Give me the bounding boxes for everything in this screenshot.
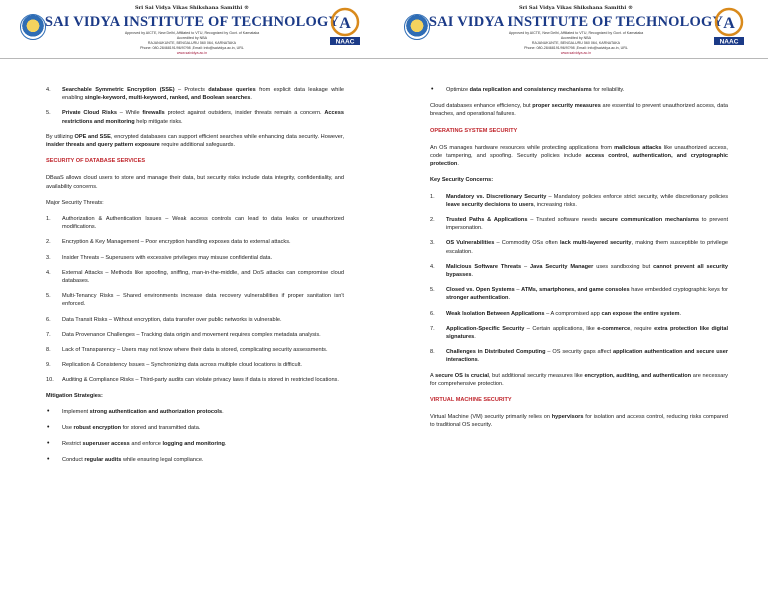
text-span: are necessary for comprehensive protection. <box>430 372 728 387</box>
text-span: for reliability. <box>591 87 625 93</box>
list-item <box>46 456 344 464</box>
encryption-summary <box>46 133 344 149</box>
db-security-conclusion <box>430 102 728 118</box>
list-item <box>430 193 728 209</box>
contact-line: Phone: 080-28468191/96/97/98 ,Email: info@saividya.ac.in, URL <box>140 46 244 50</box>
text-span: protect against outsiders, insider threats remain a concern. <box>164 110 325 117</box>
right-content <box>430 86 728 438</box>
list-item <box>46 215 344 231</box>
list-number: 2. <box>46 239 51 246</box>
text-span: – Protects <box>174 87 209 93</box>
list-item <box>46 292 344 308</box>
list-item <box>46 331 344 339</box>
list-item <box>46 109 344 125</box>
accreditation-line: Accredited by NBA <box>560 36 592 40</box>
bold-text: OPE and SSE <box>74 133 111 140</box>
list-item-text <box>446 311 681 317</box>
bold-text: Challenges in Distributed Computing <box>446 349 546 356</box>
bold-text: extra protection like digital signatures <box>446 325 729 341</box>
bold-text: e-commerce <box>597 325 631 332</box>
text-span: for stored and transmitted data. <box>121 425 201 432</box>
text-span: require additional safeguards. <box>159 142 236 149</box>
bold-text: Closed vs. Open Systems <box>446 287 515 294</box>
naac-label: NAAC <box>719 38 739 46</box>
text-span: , increasing risks. <box>533 201 577 208</box>
list-number: 3. <box>46 254 51 261</box>
bold-text: stronger authentication <box>446 295 509 302</box>
list-number: 7. <box>46 331 51 338</box>
list-item <box>46 361 344 369</box>
dbaas-intro: DBaaS allows cloud users to store and manage their data, but security risks include data integrity, confidentiality, and availability concerns. <box>46 175 344 190</box>
letterhead <box>384 4 768 84</box>
bold-text: Application-Specific Security <box>446 325 525 332</box>
text-span: uses sandboxing but <box>593 263 654 270</box>
text-span: Restrict <box>62 441 83 448</box>
list-item <box>430 286 728 302</box>
list-number: 9. <box>46 362 51 369</box>
list-item-text <box>446 349 728 363</box>
bold-text: database queries <box>208 87 256 93</box>
list-item-text: Data Transit Risks – Without encryption, data transfer over public networks is vulnerable. <box>62 316 282 323</box>
text-span: Optimize <box>446 87 470 93</box>
text-span: – While <box>116 110 143 117</box>
list-number: 3. <box>430 240 435 247</box>
svg-text:A: A <box>723 15 735 32</box>
naac-logo-icon <box>328 7 362 47</box>
list-item <box>430 263 728 279</box>
text-span: are essential to prevent unauthorized access, data breaches, and operational failures. <box>430 103 728 118</box>
approval-line: Approved by AICTE, New Delhi, Affiliated to VTU, Recognized by Govt. of Karnataka <box>124 31 260 35</box>
bold-text: Private Cloud Risks <box>62 110 117 117</box>
text-span: while ensuring legal compliance. <box>121 457 204 464</box>
bold-text: malicious attacks <box>614 144 662 151</box>
text-span: . <box>224 441 227 448</box>
trust-name: Sri Sai Vidya Vikas Shikshana Samithi ® <box>135 5 249 11</box>
text-span: Virtual Machine (VM) security primarily relies on <box>430 414 552 421</box>
text-span: , encrypted databases can support efficient searches while enhancing data security. However, <box>110 133 344 140</box>
text-span: – Commodity OSs often <box>494 240 560 247</box>
list-item-text: Auditing & Compliance Risks – Third-party audits can violate privacy laws if data is stored in restricted locations. <box>62 377 339 384</box>
list-item-text <box>446 217 728 231</box>
text-span: , but additional security measures like <box>488 372 585 379</box>
text-span: Conduct <box>62 457 85 464</box>
bold-text: Java Security Manager <box>530 263 594 270</box>
text-span: – Mandatory policies enforce strict security, while discretionary policies <box>546 193 728 200</box>
list-number: 4. <box>46 87 51 93</box>
list-number: 5. <box>46 293 51 300</box>
text-span: Cloud databases enhance efficiency, but <box>430 103 533 110</box>
bold-text: logging and monitoring <box>162 441 225 448</box>
text-span: – Certain applications, like <box>524 325 598 332</box>
os-intro <box>430 144 728 169</box>
list-item <box>46 269 344 285</box>
text-span: , require <box>630 325 655 332</box>
bold-text: Malicious Software Threats <box>446 263 522 270</box>
text-span: An OS manages hardware resources while protecting applications from <box>430 144 615 151</box>
mitigation-title: Mitigation Strategies: <box>46 392 103 399</box>
bold-text: Searchable Symmetric Encryption (SSE) <box>62 87 175 93</box>
list-item-text: Encryption & Key Management – Poor encryption handling exposes data to external attacks. <box>62 239 291 246</box>
address-line: RAJANUKUNTE, BENGALURU 560 064, KARNATAKA <box>531 41 621 45</box>
bold-text: robust encryption <box>73 425 122 432</box>
naac-logo-icon <box>712 7 746 47</box>
vm-intro <box>430 413 728 429</box>
header-divider <box>384 58 768 59</box>
bold-text: encryption, auditing, and authentication <box>584 372 692 379</box>
bold-text: data replication and consistency mechanisms <box>469 87 592 93</box>
section-heading-os-security: OPERATING SYSTEM SECURITY <box>430 127 518 134</box>
bold-text: secure OS is crucial <box>435 372 489 379</box>
text-span: . <box>250 95 252 102</box>
list-item-text <box>62 110 344 124</box>
list-item-text <box>446 287 728 301</box>
svg-text:A: A <box>339 15 351 32</box>
bold-text: Weak Isolation Between Applications <box>446 310 545 317</box>
left-content <box>46 86 344 473</box>
letterhead <box>0 4 384 84</box>
list-number: 8. <box>46 347 51 354</box>
text-span: . <box>679 310 682 317</box>
threats-title: Major Security Threats: <box>46 199 104 206</box>
text-span: A <box>430 372 436 379</box>
text-span: like unauthorized access, code tampering, and spoofing. Security policies include <box>430 144 728 160</box>
list-item <box>46 316 344 324</box>
list-item-text: Insider Threats – Superusers with excessive privileges may misuse confidential data. <box>62 254 273 261</box>
list-item-text: Lack of Transparency – Users may not know where their data is stored, complicating security assessments. <box>62 347 328 354</box>
text-span: . <box>222 408 224 415</box>
website-line: www.saividya.ac.in <box>560 51 592 55</box>
list-number: 5. <box>430 287 435 294</box>
list-item-text: External Attacks – Methods like spoofing, sniffing, man-in-the-middle, and DoS attacks can compromise cloud databases. <box>62 269 344 285</box>
list-item-text <box>446 194 728 208</box>
list-item <box>430 239 728 255</box>
list-item <box>430 348 728 364</box>
section-heading-database-security: SECURITY OF DATABASE SERVICES <box>46 158 146 165</box>
text-span: Implement <box>62 408 90 415</box>
list-number: 1. <box>430 193 435 200</box>
list-item <box>46 254 344 262</box>
text-span: – OS security gaps affect <box>545 349 613 356</box>
text-span: . <box>508 295 511 302</box>
approval-line: Approved by AICTE, New Delhi, Affiliated to VTU, Recognized by Govt. of Karnataka <box>508 31 644 35</box>
bold-text: regular audits <box>84 457 122 464</box>
text-span: – <box>521 263 531 270</box>
bold-text: application authentication and secure user interactions <box>446 349 729 364</box>
bold-text: firewalls <box>142 110 165 117</box>
text-span: help mitigate risks. <box>134 118 183 125</box>
list-item <box>46 440 344 448</box>
list-item <box>46 238 344 246</box>
contact-line: Phone: 080-28468191/96/97/98 ,Email: info@saividya.ac.in, URL <box>524 46 628 50</box>
bold-text: Mandatory vs. Discretionary Security <box>446 193 547 200</box>
address-line: RAJANUKUNTE, BENGALURU 560 064, KARNATAKA <box>147 41 237 45</box>
bold-text: leave security decisions to users <box>446 201 534 208</box>
os-conclusion <box>430 372 728 388</box>
list-item <box>46 424 344 432</box>
text-span: . <box>471 272 474 279</box>
text-span: and enforce <box>129 441 163 448</box>
concerns-title: Key Security Concerns: <box>430 177 494 184</box>
list-number: 7. <box>430 325 435 332</box>
list-item-text: Authorization & Authentication Issues – Weak access controls can lead to data leaks or unauthorized modifications. <box>62 216 344 231</box>
list-item <box>430 86 728 94</box>
bold-text: strong authentication and authorization protocols <box>89 408 223 415</box>
text-span: to prevent impersonation. <box>446 217 728 232</box>
bold-text: Access restrictions and monitoring <box>62 110 344 125</box>
institute-name: SAI VIDYA INSTITUTE OF TECHNOLOGY <box>44 14 340 30</box>
list-item-text: Data Provenance Challenges – Tracking data origin and movement requires complex metadata analysis. <box>62 331 321 338</box>
bold-text: superuser access <box>82 441 130 448</box>
list-item <box>46 346 344 354</box>
list-number: 2. <box>430 217 435 224</box>
bold-text: insider threats and query pattern exposure <box>46 142 160 149</box>
list-item-text <box>446 264 728 278</box>
bold-text: cannot prevent all security bypasses <box>446 263 728 279</box>
text-span: . <box>457 161 459 168</box>
text-span: Use <box>62 425 74 432</box>
naac-label: NAAC <box>335 38 355 46</box>
bold-text: ATMs, smartphones, and game consoles <box>521 287 630 294</box>
text-span: for isolation and access control, reducing risks compared to traditional OS security. <box>430 414 728 429</box>
list-number: 8. <box>430 349 435 356</box>
text-span: , making them susceptible to privilege escalation. <box>446 240 728 255</box>
list-item <box>46 408 344 416</box>
bold-text: Trusted Paths & Applications <box>446 217 528 224</box>
list-item <box>430 325 728 341</box>
list-number: 10. <box>46 377 54 384</box>
institute-name: SAI VIDYA INSTITUTE OF TECHNOLOGY <box>428 14 724 30</box>
list-item <box>46 376 344 384</box>
list-item-text <box>62 87 344 101</box>
bold-text: lack multi-layered security <box>559 240 632 247</box>
website-line: www.saividya.ac.in <box>176 51 208 55</box>
list-number: 1. <box>46 216 51 223</box>
list-number: 4. <box>46 269 51 276</box>
text-span: – <box>514 287 522 294</box>
text-span: . <box>474 334 476 341</box>
bold-text: secure communication mechanisms <box>599 217 699 224</box>
bold-text: single-keyword, multi-keyword, ranked, and Boolean searches <box>84 95 251 102</box>
list-item-text: Replication & Consistency Issues – Synchronizing data across multiple cloud locations is difficult. <box>62 362 302 369</box>
list-number: 4. <box>430 263 435 270</box>
text-span: have embedded cryptographic keys for <box>629 287 728 294</box>
document-page-right <box>384 0 768 594</box>
list-item-text <box>446 240 728 254</box>
bold-text: hypervisors <box>551 414 584 421</box>
trust-name: Sri Sai Vidya Vikas Shikshana Samithi ® <box>519 5 633 11</box>
list-number: 5. <box>46 110 51 117</box>
text-span: – A compromised app <box>544 310 602 317</box>
bold-text: can expose the entire system <box>601 310 680 317</box>
text-span: By utilizing <box>46 133 75 140</box>
list-item-text <box>446 326 728 340</box>
text-span: . <box>477 357 480 364</box>
bold-text: access control, authentication, and cryptographic protection <box>430 153 728 168</box>
list-item <box>46 86 344 102</box>
section-heading-vm-security: VIRTUAL MACHINE SECURITY <box>430 397 512 404</box>
bold-text: proper security measures <box>532 103 601 110</box>
accreditation-line: Accredited by NBA <box>176 36 208 40</box>
list-number: 6. <box>46 316 51 323</box>
bold-text: OS Vulnerabilities <box>446 240 495 247</box>
text-span: from explicit data leakage while enabling <box>62 87 344 102</box>
list-item <box>430 310 728 318</box>
header-divider <box>0 58 384 59</box>
list-item-text: Multi-Tenancy Risks – Shared environments increase data recovery vulnerabilities if proper sanitation isn't enforced. <box>62 293 344 308</box>
list-number: 6. <box>430 310 435 317</box>
list-item <box>430 216 728 232</box>
text-span: – Trusted software needs <box>527 217 600 224</box>
